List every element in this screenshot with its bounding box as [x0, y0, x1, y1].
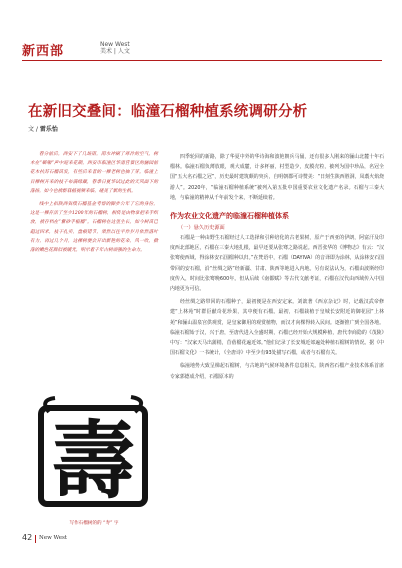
author-name: 雷乐怡	[39, 126, 58, 133]
seal-glyph: 壽	[50, 411, 136, 510]
article-title: 在新旧交叠间：临潼石榴种植系统调研分析	[28, 104, 308, 120]
page-header	[22, 40, 382, 59]
left-paragraph: 线中上扣陕西省级石榴基金考察的脚步公年了它的身份，这是一棵存活了至少1200年的石榴树，相传是由物拿把来手织放，被存档在“紫砂手植榴”。石榴树在这里生长，如今树苗已超过四米，枝干扎实，盘根错节，果然以往平作岁月依然落叶有力，再过几个月，这棵树便会开出新艳的花朵，风一吹，掀落的嫩色花群似被暖光，明示着千年古树顽强的生命力。	[30, 202, 158, 254]
seal-caption: 写作石榴树的的 “寿” 字	[69, 521, 119, 526]
right-column	[170, 152, 384, 385]
magazine-logo: 新西部	[22, 44, 65, 59]
section-subheading: （一）悬久历史源面	[178, 225, 225, 232]
body-paragraph: 经丝绸之路带回的石榴种子，最初便是在西安定家。刘歆著《西京杂记》时，记载汉武帝修建“上林苑”时群臣献奇花珍果，其中便有石榴。最初，石榴栽植于皇城长安附近的御花园“上林苑”和骊山温泉宫供观赏，是皇家御用的观赏植物，而汉才向棵得转入民间。逐渐推广到全国各地。临潼石榴始于汉，兴于唐，至唐代进入全盛时期，石榴已经开始大规模种植，唐代李商隐的《茂陵》中写：“汉家天马出蒲梢，苜蓿榴花遍近郊。”他们记录了长安城近郊遍处种植石榴树的情况。据《中国石榴文化》一书统计，《全唐诗》中至少有93处描写石榴，或者与石榴有关。	[170, 299, 384, 357]
intro-paragraph: 四季轮回的新路，除了华夏中外的华诗海和波艳朝兵马俑，还有很多人刚来的骊山北麓十年石榴林。临潼石榴负薄放眼，观大成麓，计多杯丽，村型造少，皮膜壳粒，被列为国中珍品，名冠全国“五大名石榴之冠”，历史最时建筑颇的突兵，自明朝郡可诗赞美：“日刻生陕西胜洞，凤翥火焰烧游人”。2020年，“临潼石榴种植系统”被列入第五批中国重要农业文化遗产名录。石榴与三秦大地，与临潼的精神从千年前发个来，不断延续着。	[170, 154, 384, 201]
body-paragraph: 石榴是一种由野生石榴经过人工选择和引种培化的古老果树，原产于西亚的伊朗，阿富汗及印度西北部地区，石榴在三秦大地扎根，最早还要从张骞之路说起。西晋张华的《博物志》有云：“汉张骞使西域，得涂林安石国榴种以归。”在梵语中，石榴（DAYIVA）的音译即为涂林，从涂林安石国带回的安石榴，沿“丝绸之路”经新疆、甘肃、陕西等地进入内地。另有说法认为，石榴由波斯经印度传入，时间比张骞晚600年。但从后续《南都赋》等古代文献考证，石榴在汉代由西域传入中国内地更为可信。	[170, 235, 384, 293]
section-label-cn: 美术 | 人文	[100, 48, 130, 55]
article-author	[28, 124, 58, 133]
section-heading: 作为农业文化遗产的临潼石榴种植体系	[170, 212, 289, 221]
footer-divider	[35, 535, 36, 543]
left-column	[30, 150, 158, 259]
section-label-en: New West	[100, 41, 130, 48]
left-paragraph: 春分前后，西安下了几场雨，雨水冲刷了寒冷的空气，树木在“噼啪”声中迎来花期。西安市临潼区华清宫景区的骊园前花木扶苏石榴苗发，有些后来者的一棵老树也抽了芽。临潼上百棵树开来的枝干布满绿藏，春季日夏华试过此的天风面下的落扬，如今也被新栽植视频来临，碰见了新的生机。	[30, 152, 158, 194]
author-prefix: 文 /	[28, 126, 40, 133]
page-footer	[22, 532, 382, 546]
body-paragraph: 临潼地势大致呈梯起石榴树，与古地的气候环境条件息息相关。陕西省石榴产业技术体系首席专家郭德成介绍，石榴原本的	[170, 363, 384, 380]
footer-brand: New West	[39, 535, 68, 541]
header-divider	[22, 60, 382, 61]
calligraphy-seal-image	[31, 392, 155, 514]
page-number: 42	[22, 533, 33, 542]
section-label	[100, 41, 130, 55]
